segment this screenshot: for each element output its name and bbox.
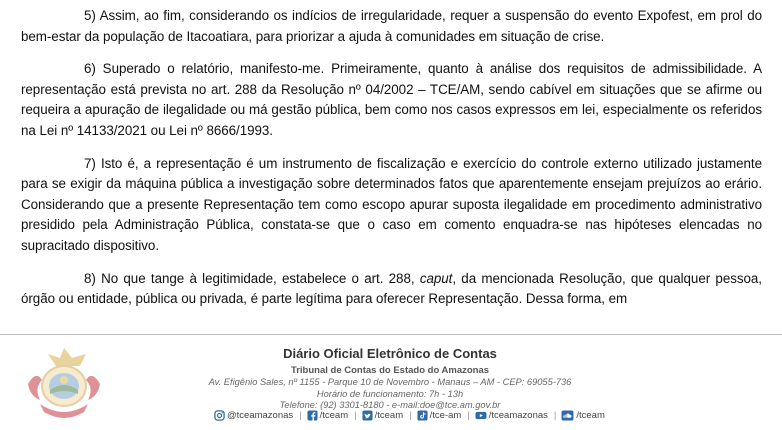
social-facebook[interactable] [307, 410, 349, 421]
social-twitter[interactable] [362, 410, 404, 421]
separator: | [553, 410, 557, 421]
paragraph-8 [21, 269, 762, 310]
social-soundcloud[interactable] [561, 410, 605, 421]
tiktok-icon [417, 410, 428, 421]
instagram-icon [214, 410, 225, 421]
footer-info [180, 346, 600, 412]
footer-subtitle: Tribunal de Contas do Estado do Amazonas [290, 365, 490, 376]
social-facebook-handle: /tceam [319, 410, 349, 421]
social-tiktok[interactable] [417, 410, 462, 421]
social-links [214, 410, 611, 421]
paragraph-5: 5) Assim, ao fim, considerando os indícios de irregularidade, requer a suspensão do evento Expofest, em prol do bem-estar da população de Itacoatiara, para priorizar a ajuda à comunidades em situação de crise. [21, 8, 762, 44]
paragraph-8-end: , da mencionada Resolução, que qualquer pessoa, órgão ou entidade, pública ou privada, é parte legítima para oferecer Representação. Dessa forma, em [21, 270, 762, 307]
footer-address: Av. Efigênio Sales, nº 1155 - Parque 10 de Novembro - Manaus – AM - CEP: 69055-736 [208, 377, 572, 387]
state-seal-icon [20, 344, 108, 424]
facebook-icon [307, 410, 318, 421]
social-soundcloud-handle: /tceam [576, 410, 605, 421]
separator: | [467, 410, 470, 421]
social-instagram-handle: @tceamazonas [227, 410, 294, 421]
separator: | [354, 410, 357, 421]
social-instagram[interactable] [214, 410, 293, 421]
separator: | [409, 410, 412, 421]
soundcloud-icon [561, 410, 574, 421]
footer-title: Diário Oficial Eletrônico de Contas [283, 346, 497, 361]
separator: | [299, 410, 302, 421]
paragraph-6: 6) Superado o relatório, manifesto-me. Primeiramente, quanto à análise dos requisitos de admissibilidade. A representação está prevista no art. 288 da Resolução nº 04/2002 – TCE/AM, sendo cabível em situações que se afirme ou requeira a apuração de ilegalidade ou má gestão pública, bem como nos casos expressos em lei, especialmente os referidos na Lei nº 14133/2021 ou Lei nº 8666/1993. [21, 61, 762, 138]
social-twitter-handle: /tceam [374, 410, 404, 421]
paragraph-8-italic: caput [419, 270, 453, 286]
social-tiktok-handle: /tce-am [429, 410, 462, 421]
document-body [21, 6, 762, 322]
twitter-icon [362, 410, 373, 421]
footer-hours: Horário de funcionamento: 7h - 13h [316, 388, 464, 399]
paragraph-8-start: 8) No que tange à legitimidade, estabelece o art. 288, [84, 270, 420, 286]
footer-contact: Telefone: (92) 3301-8180 - e-mail:doe@tce.am.gov.br [279, 400, 501, 410]
social-youtube[interactable] [475, 410, 548, 421]
footer-divider [0, 334, 782, 335]
paragraph-7: 7) Isto é, a representação é um instrumento de fiscalização e exercício do controle externo utilizado justamente para se exigir da máquina pública a investigação sobre determinados fatos que aparentemente ensejam prejuízos ao erário. Considerando que a presente Representação tem como escopo apurar suposta ilegalidade em procedimento administrativo presidido pela Administração Pública, constata-se que o caso em comento enquadra-se nas hipóteses elencadas no supracitado dispositivo. [21, 155, 762, 253]
youtube-icon [475, 410, 487, 421]
social-youtube-handle: /tceamazonas [488, 410, 548, 421]
